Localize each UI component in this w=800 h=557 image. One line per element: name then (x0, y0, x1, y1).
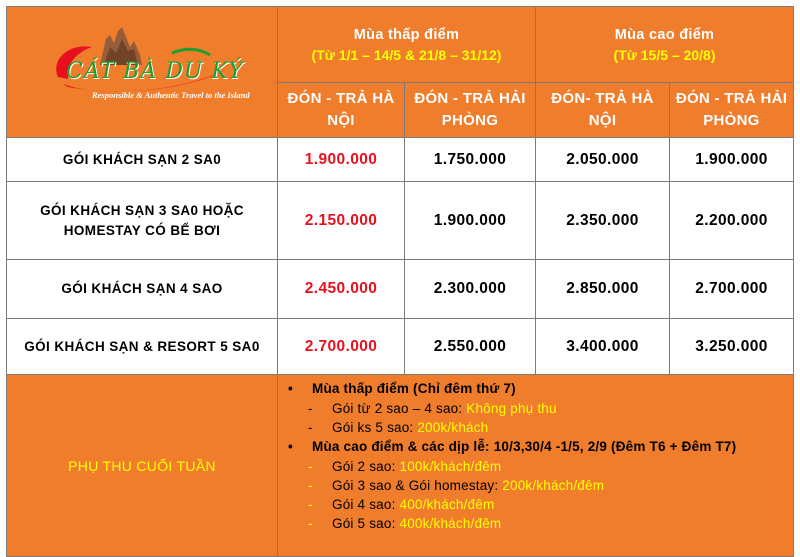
subheader-line: ĐÓN - TRẢ HẢI (414, 90, 526, 107)
note-heading: Mùa thấp điểm (Chỉ đêm thứ 7) (312, 381, 516, 396)
dash-marker: - (308, 420, 313, 435)
price-cell: 2.200.000 (670, 182, 794, 260)
package-name (7, 319, 278, 375)
logo (22, 17, 262, 127)
note-item-label: Gói ks 5 sao: (332, 420, 418, 435)
package-name-text: GÓI KHÁCH SẠN 2 SA0 (62, 151, 222, 167)
dash-marker: - (308, 478, 313, 493)
price-cell: 2.350.000 (536, 182, 670, 260)
low-season-dates: (Từ 1/1 – 14/5 & 21/8 – 31/12) (311, 46, 502, 63)
price-cell: 3.250.000 (670, 319, 794, 375)
note-item-label: Gói 2 sao: (332, 459, 400, 474)
note-item-value: 400k/khách/đêm (399, 516, 502, 531)
note-item (288, 457, 793, 476)
package-name-text: HOMESTAY CÓ BỂ BƠI (63, 222, 221, 238)
low-season-title: Mùa thấp điểm (353, 26, 460, 43)
price-cell: 2.300.000 (405, 260, 536, 319)
dash-marker: - (308, 516, 313, 531)
surcharge-notes (278, 375, 794, 557)
subheader-line: NỘI (588, 112, 617, 129)
price-cell: 2.850.000 (536, 260, 670, 319)
note-item-value: 100k/khách/đêm (399, 459, 502, 474)
note-item-label: Gói 4 sao: (332, 497, 400, 512)
price-cell: 2.050.000 (536, 138, 670, 182)
package-name-text: GÓI KHÁCH SẠN 3 SA0 HOẶC (40, 202, 244, 218)
bullet-icon: • (288, 439, 293, 454)
price-cell: 2.150.000 (278, 182, 405, 260)
price-cell: 2.450.000 (278, 260, 405, 319)
subheader-line: PHÒNG (441, 112, 499, 129)
low-season-note (288, 379, 793, 399)
low-season-header (278, 7, 536, 83)
subheader-line: PHÒNG (703, 112, 760, 129)
high-season-header (536, 7, 794, 83)
table-row (7, 319, 794, 375)
price-cell: 1.900.000 (405, 182, 536, 260)
high-season-note (288, 437, 793, 457)
table-row (7, 138, 794, 182)
note-item-label: Gói 5 sao: (332, 516, 400, 531)
price-cell: 3.400.000 (536, 319, 670, 375)
table-row (7, 260, 794, 319)
note-item (288, 476, 793, 495)
note-item-value: 400/khách/đêm (399, 497, 495, 512)
note-item-value: 200k/khách (417, 420, 489, 435)
dash-marker: - (308, 401, 313, 416)
dash-marker: - (308, 459, 313, 474)
price-cell: 2.550.000 (405, 319, 536, 375)
logo-cell (7, 7, 278, 138)
subheader-line: ĐÓN- TRẢ HÀ (551, 90, 654, 107)
table-row (7, 182, 794, 260)
logo-brand-text: CÁT BÀ DU KÝ (66, 59, 244, 84)
note-item-value: 200k/khách/đêm (502, 478, 605, 493)
tour-price-table (6, 6, 794, 557)
package-name (7, 138, 278, 182)
subheader-line: ĐÓN - TRẢ HẢI (675, 90, 788, 107)
surcharge-row (7, 375, 794, 557)
subheader-high-haiphong (670, 83, 794, 138)
high-season-title: Mùa cao điểm (614, 26, 715, 43)
subheader-high-hanoi (536, 83, 670, 138)
price-cell: 1.900.000 (278, 138, 405, 182)
package-name (7, 182, 278, 260)
logo-slogan: Responsible & Authentic Travel to the Island (92, 90, 250, 100)
package-name (7, 260, 278, 319)
price-cell: 1.750.000 (405, 138, 536, 182)
package-name-text: GÓI KHÁCH SẠN 4 SAO (61, 281, 223, 296)
note-item (288, 418, 793, 437)
subheader-line: ĐÓN - TRẢ HÀ (287, 90, 395, 107)
note-item-label: Gói 3 sao & Gói homestay: (332, 478, 503, 493)
note-item (288, 495, 793, 514)
surcharge-label: PHỤ THU CUỐI TUẦN (7, 375, 278, 557)
package-name-text: GÓI KHÁCH SẠN & RESORT 5 SA0 (24, 338, 260, 354)
note-item (288, 399, 793, 418)
subheader-low-hanoi (278, 83, 405, 138)
note-item-label: Gói từ 2 sao – 4 sao: (332, 401, 467, 416)
price-cell: 2.700.000 (278, 319, 405, 375)
note-heading: Mùa cao điểm & các dịp lễ: 10/3,30/4 -1/5, 2/9 (Đêm T6 + Đêm T7) (312, 439, 737, 454)
subheader-low-haiphong (405, 83, 536, 138)
subheader-line: NỘI (327, 112, 355, 129)
price-cell: 1.900.000 (670, 138, 794, 182)
dash-marker: - (308, 497, 313, 512)
note-item-value: Không phụ thu (466, 401, 557, 416)
bullet-icon: • (288, 381, 293, 396)
price-cell: 2.700.000 (670, 260, 794, 319)
high-season-dates: (Từ 15/5 – 20/8) (613, 46, 716, 63)
note-item (288, 514, 793, 533)
